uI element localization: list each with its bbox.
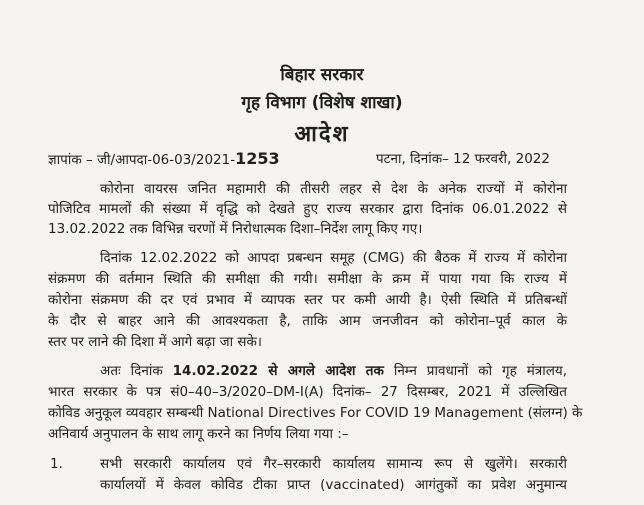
para3-line: अनिवार्य अनुपालन के साथ लागू करने का निर्णय लिया गया :–: [48, 426, 349, 442]
para3-text: निम्न प्रावधानों को गृह मंत्रालय,: [383, 363, 568, 379]
para1-line: 13.02.2022 तक विभिन्न चरणों में निरोधात्मक दिशा–निर्देश लागू किए गए।: [48, 221, 423, 237]
para3-line: कोविड अनुकूल व्यवहार सम्बन्धी National Directives For COVID 19 Management (संलग्न) के: [48, 405, 583, 421]
memo-number: 1253: [235, 149, 280, 168]
place-date: पटना, दिनांक– 12 फरवरी, 2022: [376, 151, 550, 167]
item-line: कार्यालयों में केवल कोविड टीका प्राप्त (vaccinated) आगंतुकों का प्रवेश अनुमान्य: [100, 477, 567, 493]
para2-line: संक्रमण की वर्तमान स्थिति की समीक्षा की गयी। समीक्षा के क्रम में पाया गया कि राज्य में: [48, 271, 567, 287]
memo-prefix: ज्ञापांक – जी/आपदा-06-03/2021-: [48, 152, 236, 168]
para3-line: [100, 362, 567, 380]
para1-line: पोजिटिव मामलों की संख्या में वृद्धि को देखते हुए राज्य सरकार द्वारा दिनांक 06.01.2022 से: [48, 201, 567, 217]
department-name: गृह विभाग (विशेष शाखा): [241, 93, 403, 113]
para3-line: भारत सरकार के पत्र सं0–40–3/2020–DM-I(A) दिनांक– 27 दिसम्बर, 2021 में उल्लिखित: [48, 384, 567, 400]
effective-date-phrase: 14.02.2022 से अगले आदेश तक: [172, 363, 384, 379]
para2-line: के दौर से बाहर आने की आवश्यकता है, ताकि आम जनजीवन को कोरोना–पूर्व काल के: [48, 313, 567, 329]
para1-line: कोरोना वायरस जनित महामारी की तीसरी लहर से देश के अनेक राज्यों में कोरोना: [100, 181, 567, 197]
order-title: आदेश: [294, 121, 350, 147]
memo-reference: [48, 150, 280, 169]
item-line: सभी सरकारी कार्यालय एवं गैर–सरकारी कार्यालय सामान्य रूप से खुलेंगे। सरकारी: [100, 456, 567, 472]
para3-text: अतः दिनांक: [100, 363, 173, 379]
para2-line: स्तर पर लाने की दिशा में आगे बढ़ा जा सके।: [48, 334, 263, 350]
para2-line: कोरोना संक्रमण की दर एवं प्रभाव में व्यापक स्तर पर कमी आयी है। ऐसी स्थिति में प्रतिबन्धों: [48, 292, 567, 308]
government-name: बिहार सरकार: [280, 65, 364, 85]
para2-line: दिनांक 12.02.2022 को आपदा प्रबन्धन समूह (CMG) की बैठक में राज्य में कोरोना: [100, 250, 567, 266]
item-number: 1.: [50, 456, 63, 472]
